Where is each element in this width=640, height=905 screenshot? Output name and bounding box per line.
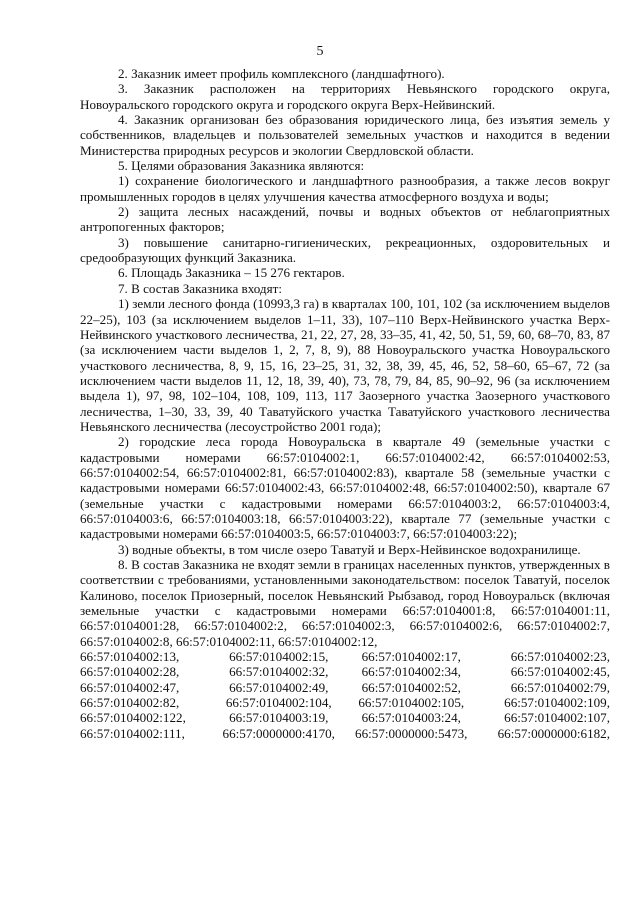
cadastral-number: 66:57:0104003:19,: [229, 710, 329, 726]
cadastral-number: 66:57:0104003:24,: [361, 710, 461, 726]
cadastral-number: 66:57:0000000:5473,: [355, 725, 468, 741]
table-row: [80, 649, 610, 664]
table-row: [80, 680, 610, 695]
table-row: [80, 726, 610, 741]
cadastral-number: 66:57:0104002:111,: [80, 725, 185, 741]
paragraph-clause-3: 3. Заказник расположен на территориях Невьянского городского округа, Новоуральского городского округа и городского округа Верх-Нейвинский.: [80, 81, 610, 112]
cadastral-number: 66:57:0104002:28,: [80, 664, 180, 680]
cadastral-number: 66:57:0104002:15,: [229, 649, 329, 665]
cadastral-number: 66:57:0104002:109,: [504, 695, 610, 711]
cadastral-number: 66:57:0000000:6182,: [497, 725, 610, 741]
table-row: [80, 695, 610, 710]
cadastral-number: 66:57:0104002:47,: [80, 679, 180, 695]
cadastral-number: 66:57:0104002:105,: [358, 695, 465, 711]
cadastral-number: 66:57:0104002:107,: [504, 710, 610, 726]
page-number: 5: [316, 44, 324, 59]
body-text: [80, 66, 610, 741]
paragraph-clause-7: 7. В состав Заказника входят:: [118, 280, 282, 296]
table-row: [80, 664, 610, 679]
cadastral-number: 66:57:0104002:13,: [80, 649, 180, 665]
cadastral-number: 66:57:0104002:32,: [229, 664, 329, 680]
cadastral-number: 66:57:0104002:104,: [225, 695, 332, 711]
cadastral-number: 66:57:0104002:17,: [361, 649, 461, 665]
paragraph-clause-5: 5. Целями образования Заказника являются:: [118, 158, 365, 174]
paragraph-clause-7-item-2: 2) городские леса города Новоуральска в квартале 49 (земельные участки с кадастровыми номерами 66:57:0104002:1, 66:57:0104002:42, 66:57:0104002:53, 66:57:0104002:54, 66:57:0104002:81, 66:57:0104002:83), квартале 58 (земельные участки с кадастровыми номерами 66:57:0104002:43, 66:57:0104002:48, 66:57:0104002:50), квартале 67 (земельные участки с кадастровыми номерами 66:57:0104003:2, 66:57:0104003:4, 66:57:0104003:6, 66:57:0104003:18, 66:57:0104003:22), квартале 77 (земельные участки с кадастровыми номерами 66:57:0104003:5, 66:57:0104003:7, 66:57:0104003:22);: [80, 434, 610, 542]
cadastral-number: 66:57:0104002:79,: [510, 679, 610, 695]
cadastral-number: 66:57:0104002:82,: [80, 695, 180, 711]
cadastral-number: 66:57:0104002:122,: [80, 710, 186, 726]
paragraph-clause-5-item-3: 3) повышение санитарно-гигиенических, рекреационных, оздоровительных и средообразующих функций Заказника.: [80, 234, 610, 266]
paragraph-clause-8: 8. В состав Заказника не входят земли в границах населенных пунктов, утвержденных в соответствии с требованиями, установленными законодательством: поселок Таватуй, поселок Калиново, поселок Приозерный, поселок Невьянский Рыбзавод, город Новоуральск (включая земельные участки с кадастровыми номерами 66:57:0104001:8, 66:57:0104001:11, 66:57:0104001:28, 66:57:0104002:2, 66:57:0104002:3, 66:57:0104002:6, 66:57:0104002:7, 66:57:0104002:8, 66:57:0104002:11, 66:57:0104002:12,: [80, 557, 610, 649]
cadastral-number: 66:57:0104002:23,: [510, 649, 610, 665]
paragraph-clause-4: 4. Заказник организован без образования юридического лица, без изъятия земель у собственников, владельцев и пользователей земельных участков и находится в ведении Министерства природных ресурсов и экологии Свердловской области.: [80, 112, 610, 158]
paragraph-clause-6: 6. Площадь Заказника – 15 276 гектаров.: [118, 265, 345, 281]
table-row: [80, 710, 610, 725]
paragraph-clause-2: 2. Заказник имеет профиль комплексного (ландшафтного).: [118, 66, 445, 81]
cadastral-number: 66:57:0104002:52,: [361, 679, 461, 695]
cadastral-number: 66:57:0104002:34,: [361, 664, 461, 680]
cadastral-number-table: [80, 649, 610, 741]
paragraph-clause-7-item-3: 3) водные объекты, в том числе озеро Таватуй и Верх-Нейвинское водохранилище.: [118, 541, 581, 557]
cadastral-number: 66:57:0000000:4170,: [222, 725, 335, 741]
paragraph-clause-7-item-1: 1) земли лесного фонда (10993,3 га) в кварталах 100, 101, 102 (за исключением выделов 22–25), 103 (за исключением выделов 1–11, 33), 107–110 Верх-Нейвинского участка Верх-Нейвинского участкового лесничества, 21, 22, 27, 28, 33–35, 41, 42, 50, 51, 59, 60, 68–70, 83, 87 (за исключением части выделов 1, 2, 7, 8, 9), 88 Новоуральского участка Новоуральского участкового лесничества, 8, 9, 15, 16, 23–25, 31, 32, 38, 39, 45, 46, 52, 58–60, 65–67, 72 (за исключением части выделов 11, 12, 18, 39, 40), 73, 78, 79, 84, 85, 90–92, 96 (за исключением выдела 1), 97, 98, 102–104, 108, 109, 113, 117 Заозерного участка Заозерного участкового лесничества, 1–30, 33, 39, 40 Таватуйского участка Таватуйского участкового лесничества Невьянского лесничества (лесоустройство 2001 года);: [80, 296, 610, 434]
cadastral-number: 66:57:0104002:49,: [229, 679, 329, 695]
paragraph-clause-5-item-1: 1) сохранение биологического и ландшафтного разнообразия, а также лесов вокруг промышленных городов в целях улучшения качества атмосферного воздуха и воды;: [80, 173, 610, 204]
cadastral-number: 66:57:0104002:45,: [510, 664, 610, 680]
paragraph-clause-5-item-2: 2) защита лесных насаждений, почвы и водных объектов от неблагоприятных антропогенных факторов;: [80, 204, 610, 235]
